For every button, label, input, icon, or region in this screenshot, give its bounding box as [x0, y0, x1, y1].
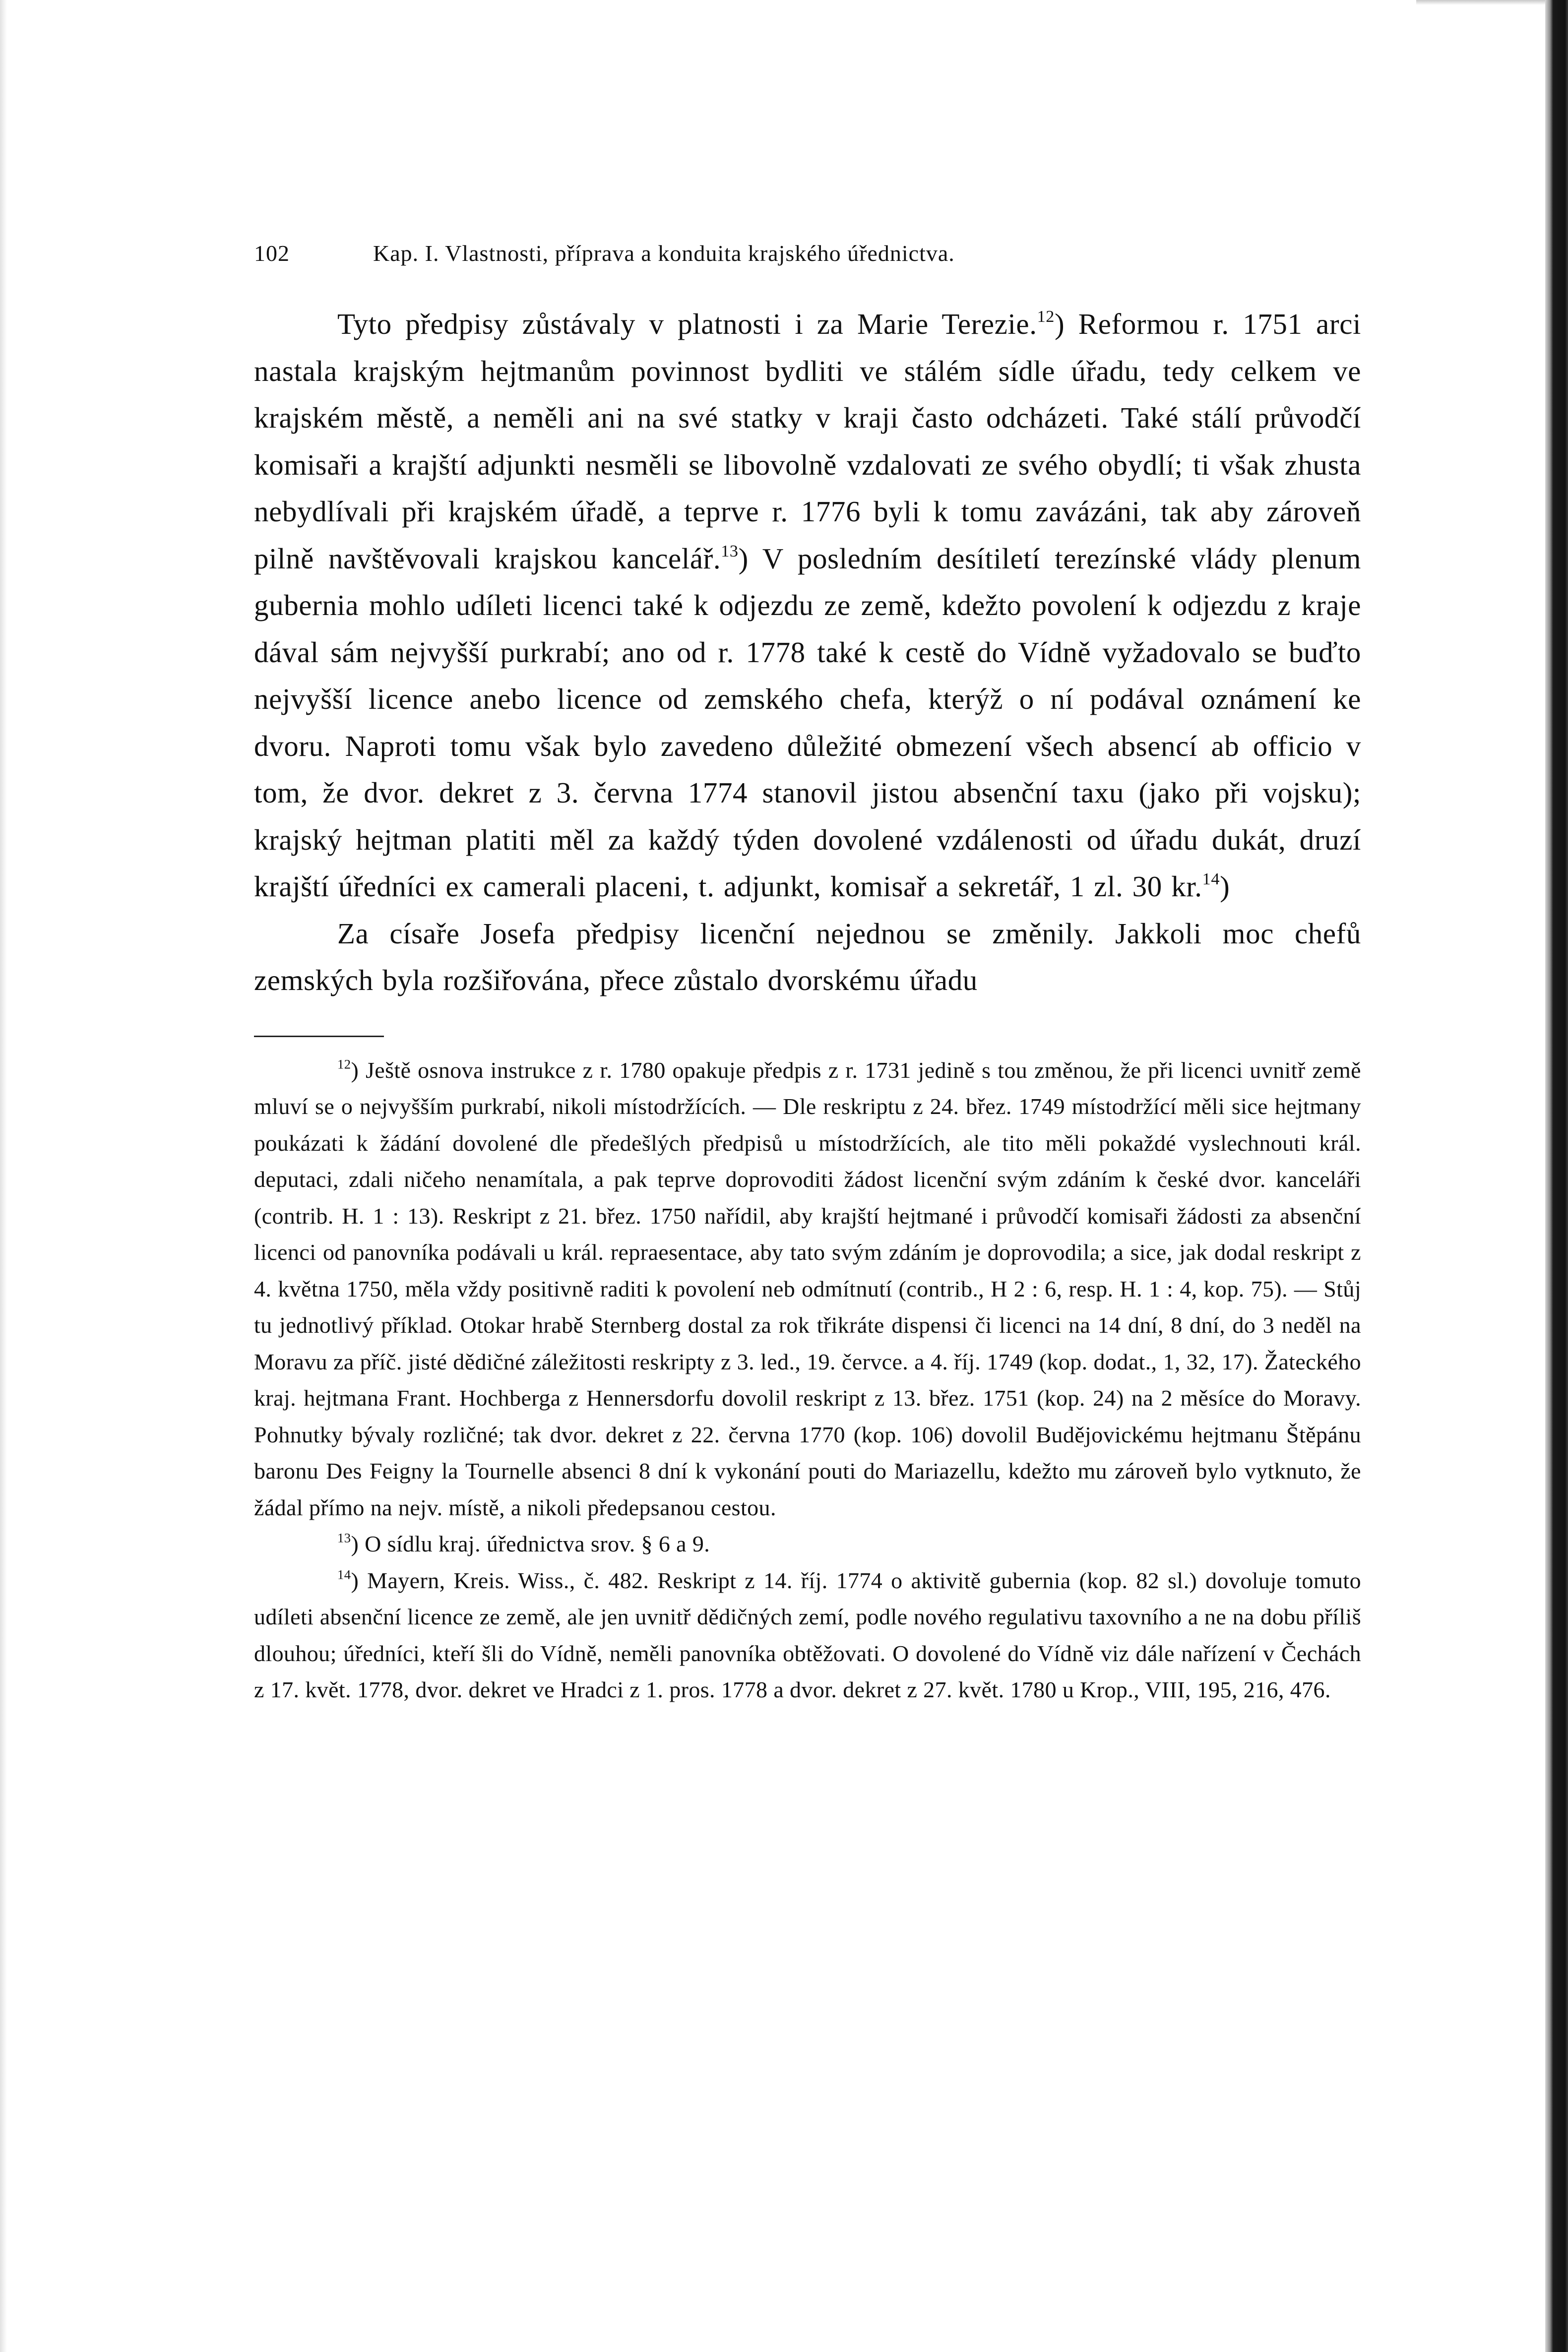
page-number: 102	[254, 241, 290, 266]
footnote-separator-rule	[254, 1036, 384, 1037]
footnote-14	[254, 1562, 1361, 1708]
footnote-ref-14: 14	[1202, 870, 1220, 889]
book-page	[254, 240, 1361, 1708]
paragraph-1-part-1: Tyto předpisy zůstávaly v platnosti i za Marie Terezie.	[337, 308, 1037, 340]
footnote-ref-12: 12	[1037, 308, 1055, 326]
scan-left-edge-shadow	[0, 0, 7, 2352]
footnote-14-text: ) Mayern, Kreis. Wiss., č. 482. Reskript z 14. říj. 1774 o aktivitě gubernia (kop. 82 sl.) dovoluje tomuto udíleti absenční licence ze země, ale jen uvnitř dědičných zemí, podle nového regulativu taxovního a ne na dobu příliš dlouhou; úředníci, kteří šli do Vídně, neměli panovníka obtěžovati. O dovolené do Vídně viz dále nařízení v Čechách z 17. květ. 1778, dvor. dekret ve Hradci z 1. pros. 1778 a dvor. dekret z 27. květ. 1780 u Krop., VIII, 195, 216, 476.	[254, 1567, 1361, 1702]
paragraph-1-part-2: ) Reformou r. 1751 arci nastala krajským hejtmanům povinnost bydliti ve stálém sídle úřadu, tedy celkem ve krajském městě, a neměli ani na své statky v kraji často odcházeti. Také stálí průvodčí komisaři a krajští adjunkti nesměli se libovolně vzdalovati ze svého obydlí; ti však zhusta nebydlívali při krajském úřadě, a teprve r. 1776 byli k tomu zavázáni, tak aby zároveň pilně navštěvovali krajskou kancelář.	[254, 308, 1361, 575]
footnote-13	[254, 1526, 1361, 1562]
scan-top-edge-shadow	[1416, 0, 1545, 5]
footnote-12-text: ) Ještě osnova instrukce z r. 1780 opakuje předpis z r. 1731 jedině s tou změnou, že při licenci uvnitř země mluví se o nejvyšším purkrabí, nikoli místodržících. — Dle reskriptu z 24. břez. 1749 místodržící měli sice hejtmany poukázati k žádání dovolené dle předešlých předpisů u místodržících, ale tito měli pokaždé vyslechnouti král. deputaci, zdali ničeho nenamítala, a pak teprve doprovoditi žádost licenční svým zdáním k české dvor. kanceláři (contrib. H. 1 : 13). Reskript z 21. břez. 1750 nařídil, aby krajští hejtmané i průvodčí komisaři žádosti za absenční licenci od panovníka podávali u král. repraesentace, aby tato svým zdáním je doprovodila; a sice, jak dodal reskript z 4. května 1750, měla vždy positivně raditi k povolení neb odmítnutí (contrib., H 2 : 6, resp. H. 1 : 4, kop. 75). — Stůj tu jednotlivý příklad. Otokar hrabě Sternberg dostal za rok třikráte dispensi či licenci na 14 dní, 8 dní, do 3 neděl na Moravu za příč. jisté dědičné záležitosti reskripty z 3. led., 19. červce. a 4. říj. 1749 (kop. dodat., 1, 32, 17). Žateckého kraj. hejtmana Frant. Hochberga z Hennersdorfu dovolil reskript z 13. břez. 1751 (kop. 24) na 2 měsíce do Moravy. Pohnutky bývaly rozličné; tak dvor. dekret z 22. června 1770 (kop. 106) dovolil Budějovickému hejtmanu Štěpánu baronu Des Feigny la Tournelle absenci 8 dní k vykonání pouti do Mariazellu, kdežto mu zároveň bylo vytknuto, že žádal přímo na nejv. místě, a nikoli předepsanou cestou.	[254, 1057, 1361, 1520]
footnote-ref-13: 13	[721, 542, 739, 560]
running-head	[254, 240, 1361, 275]
paragraph-2: Za císaře Josefa předpisy licenční nejednou se změnily. Jakkoli moc chefů zemských byla rozšiřována, přece zůstalo dvorskému úřadu	[254, 917, 1361, 996]
chapter-title: Kap. I. Vlastnosti, příprava a konduita krajského úřednictva.	[373, 241, 955, 266]
paragraph-1	[254, 301, 1361, 910]
footnote-12	[254, 1052, 1361, 1526]
paragraph-1-part-4: )	[1220, 870, 1230, 903]
scan-right-edge-border	[1545, 0, 1568, 2352]
footnote-mark-13: 13	[337, 1530, 351, 1546]
footnote-13-text: ) O sídlu kraj. úřednictva srov. § 6 a 9.	[351, 1531, 710, 1556]
footnote-mark-14: 14	[337, 1566, 351, 1582]
paragraph-1-part-3: ) V posledním desítiletí terezínské vlády plenum gubernia mohlo udíleti licenci také k odjezdu ze země, kdežto povolení k odjezdu z kraje dával sám nejvyšší purkrabí; ano od r. 1778 také k cestě do Vídně vyžadovalo se buďto nejvyšší licence anebo licence od zemského chefa, kterýž o ní podával oznámení ke dvoru. Naproti tomu však bylo zavedeno důležité obmezení všech absencí ab officio v tom, že dvor. dekret z 3. června 1774 stanovil jistou absenční taxu (jako při vojsku); krajský hejtman platiti měl za každý týden dovolené vzdálenosti od úřadu dukát, druzí krajští úředníci ex camerali placeni, t. adjunkt, komisař a sekretář, 1 zl. 30 kr.	[254, 542, 1362, 903]
footnote-mark-12: 12	[337, 1056, 351, 1071]
footnotes	[254, 1052, 1361, 1708]
main-text	[254, 301, 1361, 1004]
